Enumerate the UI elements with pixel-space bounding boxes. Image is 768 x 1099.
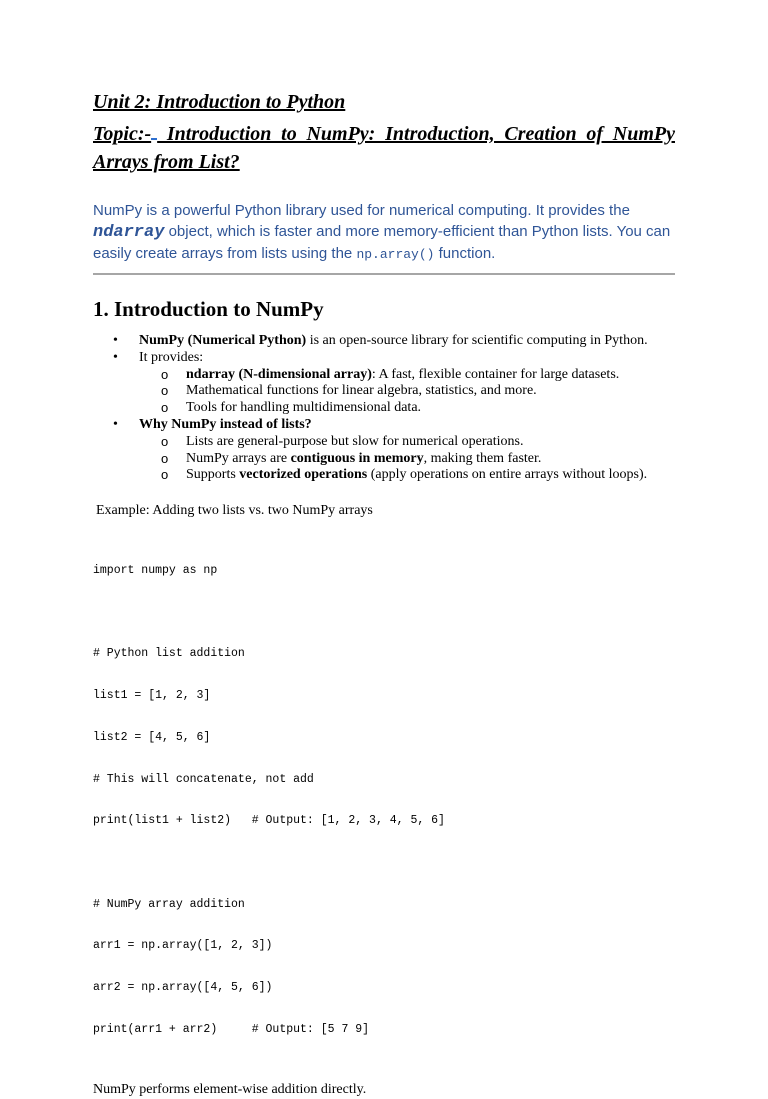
- sub-bullet-icon: o: [161, 450, 169, 466]
- code-line: # NumPy array addition: [93, 897, 245, 911]
- document-page: [93, 88, 675, 1099]
- list-item-text: It provides:: [139, 349, 204, 365]
- sub-bullet-icon: o: [161, 383, 169, 399]
- unit-title: Unit 2: Introduction to Python: [93, 91, 346, 113]
- topic-title: [93, 120, 675, 176]
- sub-bullet-icon: o: [161, 366, 169, 382]
- bullet-icon: •: [113, 333, 118, 348]
- bullet-icon: •: [113, 349, 118, 365]
- sub-item-bold: ndarray (N-dimensional array): [186, 366, 372, 382]
- sub-list-item: [139, 467, 675, 484]
- intro-text-2: object, which is faster and more memory-efficient than Python lists. You can easily create arrays from lists using the: [93, 223, 671, 262]
- sub-list: [139, 434, 675, 484]
- sub-item-text: Tools for handling multidimensional data.: [186, 400, 422, 416]
- topic-title-prefix: Topic:-: [93, 123, 152, 145]
- code-line: # Python list addition: [93, 647, 245, 661]
- code-line: import numpy as np: [93, 563, 218, 577]
- list-item-text: is an open-source library for scientific computing in Python.: [306, 333, 648, 348]
- sub-item-text: , making them faster.: [423, 450, 542, 466]
- list-item: [93, 417, 675, 484]
- intro-bullet-list: [93, 333, 675, 484]
- code-line: [93, 856, 675, 870]
- intro-paragraph: [93, 200, 675, 265]
- list-item: [93, 333, 675, 350]
- topic-title-text: Introduction to NumPy: Introduction, Creation of NumPy Arrays from List?: [93, 123, 675, 173]
- sub-list: [139, 367, 675, 417]
- sub-item-text: Supports: [186, 467, 240, 483]
- closing-paragraph: NumPy performs element-wise addition directly.: [93, 1081, 367, 1097]
- sub-item-text: Mathematical functions for linear algebra, statistics, and more.: [186, 383, 537, 399]
- sub-list-item: [139, 383, 675, 400]
- sub-bullet-icon: o: [161, 400, 169, 416]
- sub-item-text: : A fast, flexible container for large datasets.: [371, 366, 620, 382]
- code-line: # This will concatenate, not add: [93, 772, 314, 786]
- code-block: [93, 536, 675, 1064]
- sub-list-item: [139, 451, 675, 468]
- code-line: list2 = [4, 5, 6]: [93, 730, 211, 744]
- sub-item-text: (apply operations on entire arrays without loops).: [367, 467, 648, 483]
- section-heading: 1. Introduction to NumPy: [93, 297, 324, 321]
- sub-item-text: Lists are general-purpose but slow for numerical operations.: [186, 433, 524, 449]
- sub-bullet-icon: o: [161, 433, 169, 449]
- sub-item-text: NumPy arrays are: [186, 450, 291, 466]
- code-line: list1 = [1, 2, 3]: [93, 689, 211, 703]
- list-item-bold: Why NumPy instead of lists?: [139, 416, 312, 432]
- sub-list-item: [139, 400, 675, 417]
- intro-code-np-array: np.array(): [356, 247, 435, 262]
- code-line: print(arr1 + arr2) # Output: [5 7 9]: [93, 1022, 370, 1036]
- sub-list-item: [139, 434, 675, 451]
- sub-list-item: [139, 367, 675, 384]
- sub-bullet-icon: o: [161, 467, 169, 483]
- list-item: [93, 350, 675, 417]
- intro-text-1: NumPy is a powerful Python library used for numerical computing. It provides the: [93, 202, 630, 219]
- code-line: print(list1 + list2) # Output: [1, 2, 3, 4, 5, 6]: [93, 814, 445, 828]
- code-line: [93, 606, 675, 620]
- example-label: Example: Adding two lists vs. two NumPy arrays: [96, 503, 373, 519]
- sub-item-bold: vectorized operations: [239, 467, 368, 483]
- code-line: arr1 = np.array([1, 2, 3]): [93, 939, 273, 953]
- bullet-icon: •: [113, 416, 118, 432]
- list-item-bold: NumPy (Numerical Python): [139, 333, 307, 348]
- intro-text-3: function.: [434, 245, 496, 262]
- sub-item-bold: contiguous in memory: [290, 450, 424, 466]
- horizontal-rule: [93, 273, 675, 275]
- intro-code-ndarray: ndarray: [93, 223, 165, 242]
- code-line: arr2 = np.array([4, 5, 6]): [93, 981, 273, 995]
